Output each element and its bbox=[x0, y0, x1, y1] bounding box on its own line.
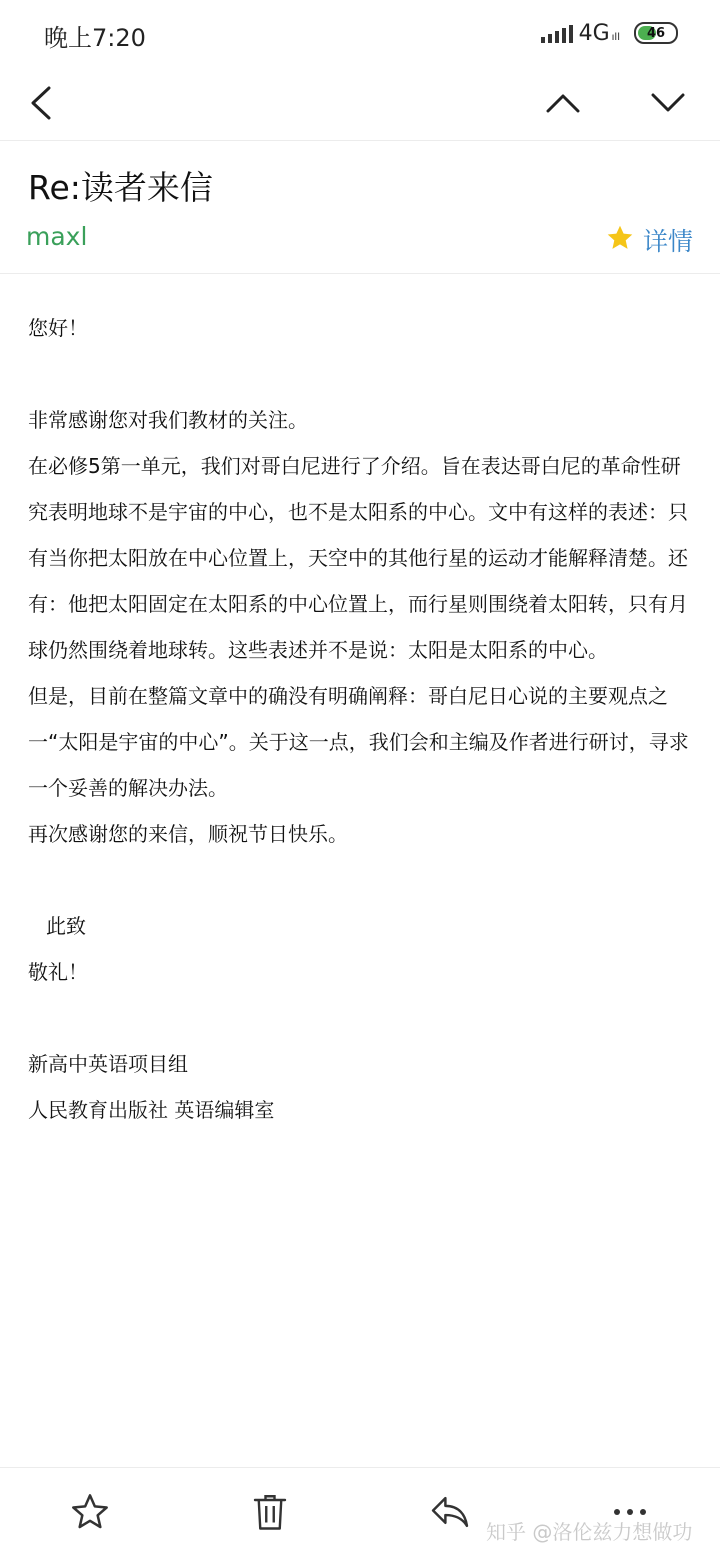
network-activity-icon: ıll bbox=[611, 31, 620, 43]
status-bar bbox=[0, 0, 720, 66]
trash-icon bbox=[252, 1492, 288, 1532]
reply-button[interactable] bbox=[428, 1490, 472, 1534]
network-type: 4G bbox=[578, 20, 610, 46]
blank-line bbox=[28, 995, 698, 1041]
blank-line bbox=[28, 351, 698, 397]
blank-line bbox=[28, 857, 698, 903]
star-filled-icon bbox=[606, 224, 634, 252]
watermark: 知乎 @洛伦兹力想做功 bbox=[486, 1520, 693, 1544]
greeting: 您好！ bbox=[28, 316, 88, 340]
battery-icon bbox=[634, 22, 678, 44]
paragraph: 再次感谢您的来信，顺祝节日快乐。 bbox=[28, 822, 348, 846]
signal-icon bbox=[541, 23, 573, 43]
chevron-left-icon bbox=[29, 86, 53, 120]
signature-line: 人民教育出版社 英语编辑室 bbox=[28, 1098, 275, 1122]
sender-name[interactable]: maxl bbox=[26, 222, 88, 251]
star-button[interactable] bbox=[606, 224, 634, 252]
star-toggle-button[interactable] bbox=[68, 1490, 112, 1534]
paragraph: 但是，目前在整篇文章中的确没有明确阐释：哥白尼日心说的主要观点之一“太阳是宇宙的中心”。关于这一点，我们会和主编及作者进行研讨，寻求一个妥善的解决办法。 bbox=[28, 684, 689, 800]
mail-body bbox=[28, 305, 698, 1133]
divider bbox=[0, 140, 720, 141]
back-button[interactable] bbox=[16, 78, 66, 128]
signature-line: 新高中英语项目组 bbox=[28, 1052, 188, 1076]
details-link[interactable]: 详情 bbox=[643, 227, 694, 256]
previous-mail-button[interactable] bbox=[538, 78, 588, 128]
status-time: 晚上7:20 bbox=[44, 24, 146, 52]
reply-icon bbox=[430, 1494, 470, 1530]
chevron-down-icon bbox=[651, 93, 685, 113]
paragraph: 非常感谢您对我们教材的关注。 bbox=[28, 408, 308, 432]
bottom-toolbar bbox=[0, 1468, 720, 1560]
delete-button[interactable] bbox=[248, 1490, 292, 1534]
mail-subject: Re:读者来信 bbox=[28, 168, 213, 207]
chevron-up-icon bbox=[546, 93, 580, 113]
battery-level: 46 bbox=[646, 25, 666, 41]
paragraph: 在必修5第一单元，我们对哥白尼进行了介绍。旨在表达哥白尼的革命性研究表明地球不是宇宙的中心，也不是太阳系的中心。文中有这样的表述：只有当你把太阳放在中心位置上，天空中的其他行星的运动才能解释清楚。还有：他把太阳固定在太阳系的中心位置上，而行星则围绕着太阳转，只有月球仍然围绕着地球转。这些表述并不是说：太阳是太阳系的中心。 bbox=[28, 454, 688, 662]
status-indicators bbox=[541, 18, 678, 48]
closing-line: 此致 bbox=[46, 914, 86, 938]
nav-bar bbox=[0, 66, 720, 140]
next-mail-button[interactable] bbox=[643, 78, 693, 128]
closing-line: 敬礼！ bbox=[28, 960, 88, 984]
star-outline-icon bbox=[70, 1492, 110, 1532]
divider bbox=[0, 273, 720, 274]
